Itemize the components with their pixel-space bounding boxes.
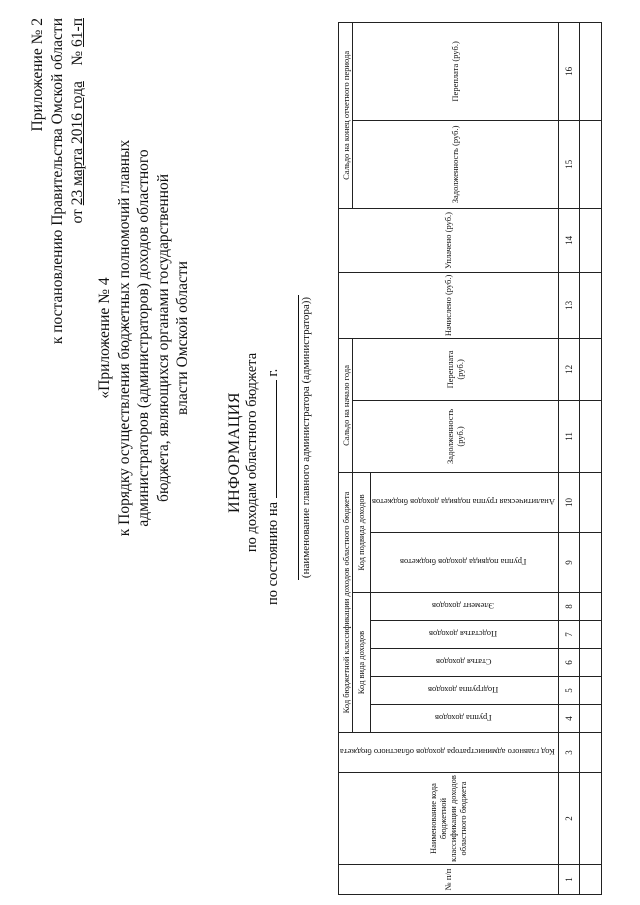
- header-kind: Код вида доходов: [353, 593, 371, 733]
- column-number: 7: [558, 621, 579, 649]
- column-number: 16: [558, 22, 579, 120]
- header-end-over: Переплата (руб.): [353, 22, 559, 120]
- table-cell: [579, 677, 601, 705]
- income-table: [338, 22, 602, 895]
- appendix-label: Приложение № 2: [29, 18, 46, 132]
- column-number: 5: [558, 677, 579, 705]
- as-of-suffix: г.: [265, 368, 281, 377]
- reference-line: к Порядку осуществления бюджетных полномочий главных: [115, 139, 133, 537]
- table-cell: [579, 621, 601, 649]
- decree-date: 23 марта 2016 года: [69, 81, 86, 206]
- column-number: 3: [558, 733, 579, 773]
- header-analytic-group: Аналитическая группа подвида доходов бюджетов: [370, 472, 558, 532]
- table-cell: [579, 208, 601, 272]
- column-number: 1: [558, 865, 579, 895]
- header-paid: Уплачено (руб.): [339, 208, 559, 272]
- document-title: ИНФОРМАЦИЯ: [226, 392, 243, 513]
- admin-caption: (наименование главного администратора (администратора)): [300, 296, 312, 579]
- column-number-row: [558, 22, 579, 894]
- header-name: Наименование кода бюджетной классификации доходов областного бюджета: [339, 773, 559, 865]
- header-start-balance: Сальдо на начало года: [339, 338, 353, 472]
- table-cell: [579, 649, 601, 677]
- decree-label: к постановлению Правительства Омской области: [49, 18, 66, 345]
- table-cell: [579, 865, 601, 895]
- header-bk-code: Код бюджетной классификации доходов областного бюджета: [339, 472, 353, 732]
- header-accrued: Начислено (руб.): [339, 272, 559, 338]
- admin-name-blank: [297, 295, 299, 580]
- as-of-date-blank: [262, 380, 277, 498]
- table-cell: [579, 773, 601, 865]
- header-group: Группа доходов: [370, 705, 558, 733]
- column-number: 11: [558, 400, 579, 472]
- table-cell: [579, 733, 601, 773]
- column-number: 6: [558, 649, 579, 677]
- column-number: 15: [558, 120, 579, 208]
- column-number: 13: [558, 272, 579, 338]
- header-subkind-group: Группа подвида доходов бюджетов: [370, 533, 558, 593]
- document-subtitle: по доходам областного бюджета: [244, 352, 260, 553]
- table-cell: [579, 533, 601, 593]
- table-row: [579, 22, 601, 894]
- number-prefix: №: [69, 50, 86, 66]
- header-admin-code: Код главного администратора доходов областного бюджета: [339, 733, 559, 773]
- as-of-prefix: по состоянию на: [265, 501, 281, 605]
- column-number: 14: [558, 208, 579, 272]
- header-article: Статья доходов: [370, 649, 558, 677]
- date-prefix: от: [69, 209, 86, 224]
- reference-block: [95, 18, 193, 658]
- table-cell: [579, 272, 601, 338]
- reference-line: власти Омской области: [174, 261, 191, 415]
- table-cell: [579, 472, 601, 532]
- column-number: 9: [558, 533, 579, 593]
- column-number: 12: [558, 338, 579, 400]
- header-start-debt: Задолженность (руб.): [353, 400, 559, 472]
- reference-line: администраторов (администраторов) доходов областного: [135, 149, 152, 527]
- table-cell: [579, 400, 601, 472]
- table-cell: [579, 338, 601, 400]
- column-number: 10: [558, 472, 579, 532]
- table-cell: [579, 593, 601, 621]
- reference-line: бюджета, являющихся органами государственной: [154, 174, 172, 503]
- as-of-line: [262, 369, 282, 605]
- decree-date-line: [68, 18, 88, 223]
- table-cell: [579, 705, 601, 733]
- reference-line: «Приложение № 4: [96, 277, 113, 399]
- header-element: Элемент доходов: [370, 593, 558, 621]
- column-number: 2: [558, 773, 579, 865]
- header-subgroup: Подгруппа доходов: [370, 677, 558, 705]
- header-end-balance: Сальдо на конец отчетного периода: [339, 22, 353, 208]
- header-num: № п/п: [339, 865, 559, 895]
- header-subkind: Код подвида доходов: [353, 472, 371, 592]
- header-start-over: Переплата (руб.): [353, 338, 559, 400]
- table-cell: [579, 22, 601, 120]
- decree-number: 61-п: [69, 18, 86, 47]
- column-number: 8: [558, 593, 579, 621]
- table-cell: [579, 120, 601, 208]
- header-end-debt: Задолженность (руб.): [353, 120, 559, 208]
- header-subarticle: Подстатья доходов: [370, 621, 558, 649]
- column-number: 4: [558, 705, 579, 733]
